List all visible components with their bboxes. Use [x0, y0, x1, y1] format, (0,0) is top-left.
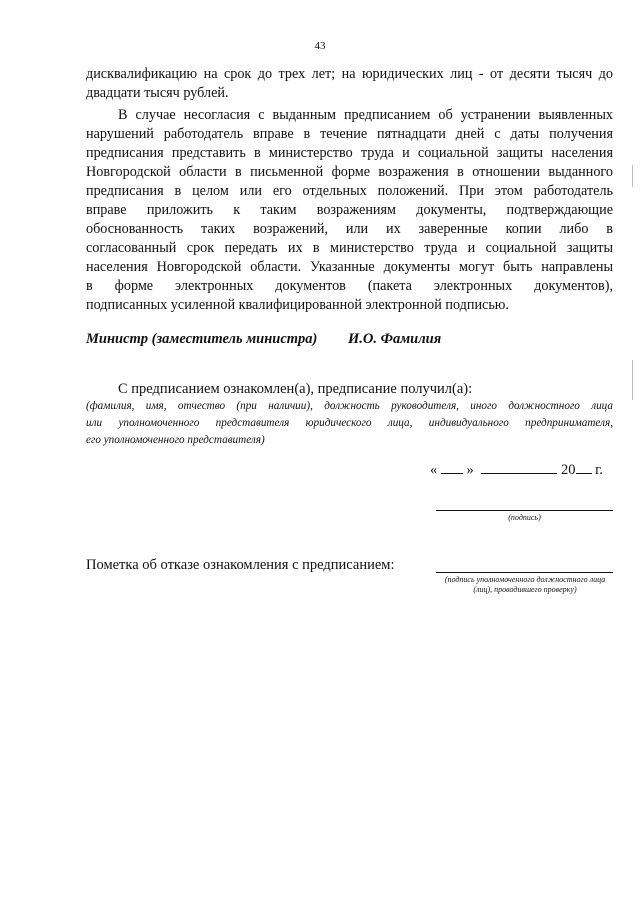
- refusal-caption-line-2: (лиц), проводившего проверку): [473, 585, 577, 594]
- refusal-signature-line: [436, 572, 613, 573]
- text-line: предписания представить в министерство труда и социальной защиты населения: [86, 145, 613, 161]
- text-line: В случае несогласия с выданным предписанием об устранении выявленных: [118, 107, 613, 123]
- text-line: нарушений работодатель вправе в течение пятнадцати дней с даты получения: [86, 126, 613, 142]
- year-prefix: 20: [561, 462, 576, 478]
- year-blank: [576, 459, 592, 474]
- month-blank: [481, 459, 557, 474]
- text-line: вправе приложить к таким возражениям документы, подтверждающие: [86, 202, 613, 218]
- scan-mark: [632, 360, 633, 400]
- scan-mark: [632, 165, 633, 187]
- text-line: обоснованность таких возражений, или их заверенные копии либо в: [86, 221, 613, 237]
- acknowledgement-label: С предписанием ознакомлен(а), предписание получил(а):: [118, 381, 473, 397]
- note-line: или уполномоченного представителя юридического лица, индивидуального предпринимателя,: [86, 417, 613, 429]
- note-line: его уполномоченного представителя): [86, 434, 265, 446]
- signer-name: И.О. Фамилия: [348, 331, 442, 347]
- text-line: двадцати тысяч рублей.: [86, 85, 229, 101]
- note-line: (фамилия, имя, отчество (при наличии), должность руководителя, иного должностного лица: [86, 400, 613, 412]
- date-row: [430, 459, 613, 479]
- text-line: в форме электронных документов (пакета электронных документов),: [86, 278, 613, 294]
- signature-caption: (подпись): [508, 513, 541, 522]
- text-line: населения Новгородской области. Указанные документы могут быть направлены: [86, 259, 613, 275]
- date-close-quote: »: [466, 462, 474, 478]
- refusal-caption-line-1: (подпись уполномоченного должностного лица: [444, 575, 606, 584]
- date-open-quote: «: [430, 462, 438, 478]
- refusal-label: Пометка об отказе ознакомления с предписанием:: [86, 557, 395, 573]
- text-line: предписания в целом или его отдельных положений. При этом работодатель: [86, 183, 613, 199]
- page-number: 43: [314, 40, 326, 52]
- text-line: дисквалификацию на срок до трех лет; на юридических лиц - от десяти тысяч до: [86, 66, 613, 82]
- signer-title: Министр (заместитель министра): [86, 331, 318, 347]
- text-line: согласованный срок передать их в министерство труда и социальной защиты: [86, 240, 613, 256]
- text-line: Новгородской области в письменной форме возражения в отношении выданного: [86, 164, 613, 180]
- day-blank: [441, 459, 463, 474]
- text-line: подписанных усиленной квалифицированной электронной подписью.: [86, 297, 509, 313]
- signature-line: [436, 510, 613, 511]
- year-suffix: г.: [595, 462, 604, 478]
